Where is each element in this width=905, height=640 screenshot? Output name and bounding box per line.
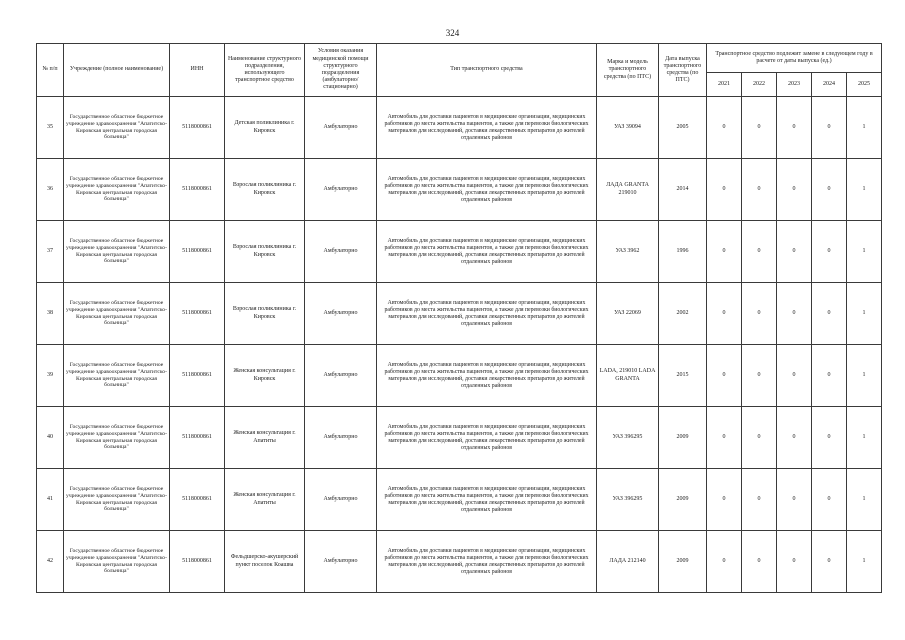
cell-vehicle-type: Автомобиль для доставки пациентов в медицинские организации, медицинских работников до места жительства пациентов, а также для перевозки биологических материалов для исследований, доставки лекарственных препаратов до жителей отдаленных районов [377,97,597,159]
header-year: Дата выпуска транспортного средства (по ПТС) [659,44,707,97]
cell-value-2022: 0 [742,345,777,407]
cell-inn: 5118000861 [170,345,225,407]
page-number: 324 [445,28,460,38]
cell-model: УАЗ 396295 [597,469,659,531]
cell-value-2021: 0 [707,97,742,159]
cell-model: УАЗ 22069 [597,283,659,345]
cell-model: УАЗ 396295 [597,407,659,469]
header-conditions: Условия оказания медицинской помощи структурного подразделения (амбулаторно/ стационарно) [305,44,377,97]
cell-year: 2009 [659,469,707,531]
cell-year: 2009 [659,407,707,469]
cell-model: LADA, 219010 LADA GRANTA [597,345,659,407]
cell-num: 41 [37,469,64,531]
cell-conditions: Амбулаторно [305,159,377,221]
cell-value-2024: 0 [812,97,847,159]
cell-value-2023: 0 [777,97,812,159]
table-row [37,283,882,345]
header-num: № п/п [37,44,64,97]
header-year-2021: 2021 [707,73,742,97]
header-year-2024: 2024 [812,73,847,97]
cell-vehicle-type: Автомобиль для доставки пациентов в медицинские организации, медицинских работников до места жительства пациентов, а также для перевозки биологических материалов для исследований, доставки лекарственных препаратов до жителей отдаленных районов [377,345,597,407]
cell-value-2022: 0 [742,531,777,593]
cell-conditions: Амбулаторно [305,221,377,283]
cell-value-2024: 0 [812,159,847,221]
cell-institution: Государственное областное бюджетное учреждение здравоохранения "Апатитско-Кировская центральная городская больница" [64,283,170,345]
cell-value-2023: 0 [777,531,812,593]
cell-value-2021: 0 [707,221,742,283]
cell-subdivision: Женская консультация г. Кировск [225,345,305,407]
cell-vehicle-type: Автомобиль для доставки пациентов в медицинские организации, медицинских работников до места жительства пациентов, а также для перевозки биологических материалов для исследований, доставки лекарственных препаратов до жителей отдаленных районов [377,469,597,531]
table-row [37,97,882,159]
header-replacement-group: Транспортное средство подлежит замене в следующем году в расчете от даты выпуска (ед.) [707,44,882,73]
cell-inn: 5118000861 [170,531,225,593]
cell-value-2021: 0 [707,469,742,531]
cell-vehicle-type: Автомобиль для доставки пациентов в медицинские организации, медицинских работников до места жительства пациентов, а также для перевозки биологических материалов для исследований, доставки лекарственных препаратов до жителей отдаленных районов [377,407,597,469]
table-row [37,469,882,531]
cell-value-2025: 1 [847,97,882,159]
cell-value-2022: 0 [742,159,777,221]
cell-year: 2002 [659,283,707,345]
header-year-2022: 2022 [742,73,777,97]
cell-num: 39 [37,345,64,407]
cell-subdivision: Взрослая поликлиника г. Кировск [225,283,305,345]
cell-year: 2014 [659,159,707,221]
cell-conditions: Амбулаторно [305,283,377,345]
cell-value-2022: 0 [742,407,777,469]
cell-institution: Государственное областное бюджетное учреждение здравоохранения "Апатитско-Кировская центральная городская больница" [64,531,170,593]
cell-value-2021: 0 [707,531,742,593]
cell-num: 42 [37,531,64,593]
cell-conditions: Амбулаторно [305,469,377,531]
cell-subdivision: Фельдшерско-акушерский пункт поселок Коашва [225,531,305,593]
cell-subdivision: Женская консультация г. Апатиты [225,407,305,469]
cell-num: 38 [37,283,64,345]
cell-num: 40 [37,407,64,469]
cell-value-2022: 0 [742,283,777,345]
cell-year: 2009 [659,531,707,593]
table-row [37,531,882,593]
cell-value-2023: 0 [777,283,812,345]
cell-value-2021: 0 [707,407,742,469]
cell-value-2022: 0 [742,221,777,283]
cell-value-2024: 0 [812,345,847,407]
cell-value-2021: 0 [707,283,742,345]
cell-institution: Государственное областное бюджетное учреждение здравоохранения "Апатитско-Кировская центральная городская больница" [64,345,170,407]
cell-value-2025: 1 [847,531,882,593]
cell-value-2025: 1 [847,159,882,221]
cell-vehicle-type: Автомобиль для доставки пациентов в медицинские организации, медицинских работников до места жительства пациентов, а также для перевозки биологических материалов для исследований, доставки лекарственных препаратов до жителей отдаленных районов [377,159,597,221]
cell-conditions: Амбулаторно [305,345,377,407]
cell-conditions: Амбулаторно [305,97,377,159]
header-institution: Учреждение (полное наименование) [64,44,170,97]
cell-inn: 5118000861 [170,97,225,159]
cell-value-2024: 0 [812,283,847,345]
cell-value-2025: 1 [847,283,882,345]
cell-institution: Государственное областное бюджетное учреждение здравоохранения "Апатитско-Кировская центральная городская больница" [64,159,170,221]
cell-value-2021: 0 [707,345,742,407]
cell-inn: 5118000861 [170,407,225,469]
cell-value-2025: 1 [847,407,882,469]
header-inn: ИНН [170,44,225,97]
cell-value-2023: 0 [777,345,812,407]
table-row [37,159,882,221]
header-model: Марка и модель транспортного средства (по ПТС) [597,44,659,97]
cell-model: УАЗ 3962 [597,221,659,283]
cell-vehicle-type: Автомобиль для доставки пациентов в медицинские организации, медицинских работников до места жительства пациентов, а также для перевозки биологических материалов для исследований, доставки лекарственных препаратов до жителей отдаленных районов [377,283,597,345]
cell-inn: 5118000861 [170,221,225,283]
cell-value-2024: 0 [812,407,847,469]
table-header-row [37,44,882,73]
cell-num: 35 [37,97,64,159]
cell-conditions: Амбулаторно [305,531,377,593]
cell-value-2024: 0 [812,531,847,593]
cell-inn: 5118000861 [170,159,225,221]
cell-value-2023: 0 [777,221,812,283]
cell-model: ЛАДА 212140 [597,531,659,593]
header-year-2025: 2025 [847,73,882,97]
cell-model: ЛАДА GRANTA 219010 [597,159,659,221]
cell-value-2022: 0 [742,469,777,531]
cell-value-2022: 0 [742,97,777,159]
cell-subdivision: Взрослая поликлиника г. Кировск [225,221,305,283]
cell-vehicle-type: Автомобиль для доставки пациентов в медицинские организации, медицинских работников до места жительства пациентов, а также для перевозки биологических материалов для исследований, доставки лекарственных препаратов до жителей отдаленных районов [377,221,597,283]
table-row [37,407,882,469]
header-vehicle-type: Тип транспортного средства [377,44,597,97]
cell-num: 37 [37,221,64,283]
cell-institution: Государственное областное бюджетное учреждение здравоохранения "Апатитско-Кировская центральная городская больница" [64,469,170,531]
cell-institution: Государственное областное бюджетное учреждение здравоохранения "Апатитско-Кировская центральная городская больница" [64,97,170,159]
cell-inn: 5118000861 [170,469,225,531]
cell-year: 1996 [659,221,707,283]
cell-num: 36 [37,159,64,221]
cell-value-2024: 0 [812,469,847,531]
vehicle-table [36,43,882,593]
cell-model: УАЗ 39094 [597,97,659,159]
cell-year: 2005 [659,97,707,159]
cell-value-2025: 1 [847,345,882,407]
cell-value-2025: 1 [847,221,882,283]
table-row [37,345,882,407]
cell-value-2023: 0 [777,407,812,469]
cell-value-2023: 0 [777,159,812,221]
cell-value-2025: 1 [847,469,882,531]
cell-conditions: Амбулаторно [305,407,377,469]
cell-year: 2015 [659,345,707,407]
cell-value-2023: 0 [777,469,812,531]
table-row [37,221,882,283]
header-subdivision: Наименование структурного подразделения, использующего транспортное средство [225,44,305,97]
cell-institution: Государственное областное бюджетное учреждение здравоохранения "Апатитско-Кировская центральная городская больница" [64,221,170,283]
table-body [37,97,882,593]
cell-institution: Государственное областное бюджетное учреждение здравоохранения "Апатитско-Кировская центральная городская больница" [64,407,170,469]
header-year-2023: 2023 [777,73,812,97]
cell-subdivision: Взрослая поликлиника г. Кировск [225,159,305,221]
cell-vehicle-type: Автомобиль для доставки пациентов в медицинские организации, медицинских работников до места жительства пациентов, а также для перевозки биологических материалов для исследований, доставки лекарственных препаратов до жителей отдаленных районов [377,531,597,593]
cell-inn: 5118000861 [170,283,225,345]
cell-value-2024: 0 [812,221,847,283]
cell-value-2021: 0 [707,159,742,221]
cell-subdivision: Детская поликлиника г. Кировск [225,97,305,159]
cell-subdivision: Женская консультация г. Апатиты [225,469,305,531]
